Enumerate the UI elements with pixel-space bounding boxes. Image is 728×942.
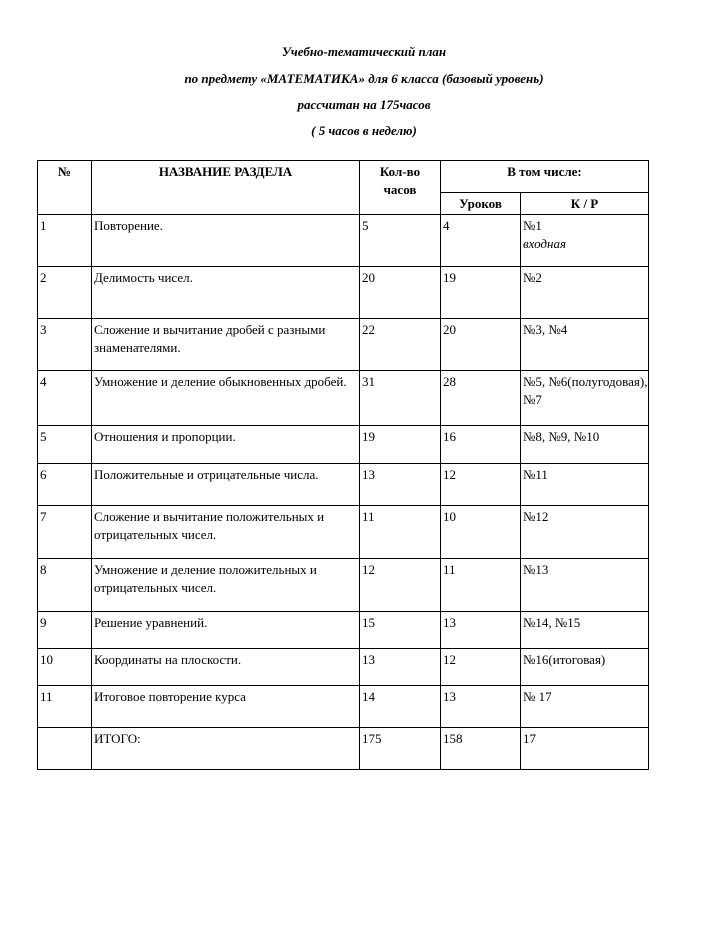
- row-hours: 5: [360, 215, 441, 267]
- row-lessons: 13: [441, 686, 521, 728]
- table-row: [38, 649, 649, 686]
- header-lessons: Уроков: [441, 193, 521, 215]
- header-num: №: [38, 161, 92, 215]
- row-hours: 22: [360, 319, 441, 371]
- plan-hours-weekly: ( 5 часов в неделю): [311, 123, 417, 138]
- thematic-plan-table: [37, 160, 649, 770]
- row-tests: №11: [521, 464, 649, 506]
- table-row: [38, 559, 649, 612]
- row-num: 11: [38, 686, 92, 728]
- header-hours: [360, 161, 441, 215]
- header-section: НАЗВАНИЕ РАЗДЕЛА: [92, 161, 360, 215]
- row-section: Умножение и деление положительных и отрицательных чисел.: [92, 559, 360, 612]
- header-hours-line1: Кол-во: [379, 164, 421, 179]
- row-num: 5: [38, 426, 92, 464]
- row-lessons: 4: [441, 215, 521, 267]
- row-num: 9: [38, 612, 92, 649]
- row-lessons: 13: [441, 612, 521, 649]
- row-hours: 31: [360, 371, 441, 426]
- table-row-total: [38, 728, 649, 770]
- table-row: [38, 267, 649, 319]
- row-lessons: 19: [441, 267, 521, 319]
- row-tests: №5, №6(полугодовая), №7: [521, 371, 649, 426]
- row-lessons: 12: [441, 649, 521, 686]
- table-row: [38, 464, 649, 506]
- row-num: [38, 728, 92, 770]
- row-num: 8: [38, 559, 92, 612]
- table-row: [38, 215, 649, 267]
- row-section: ИТОГО:: [92, 728, 360, 770]
- row-num: 10: [38, 649, 92, 686]
- row-tests: №14, №15: [521, 612, 649, 649]
- row-hours: 14: [360, 686, 441, 728]
- row-section: Координаты на плоскости.: [92, 649, 360, 686]
- row-num: 7: [38, 506, 92, 559]
- row-num: 4: [38, 371, 92, 426]
- row-hours: 175: [360, 728, 441, 770]
- row-lessons: 28: [441, 371, 521, 426]
- row-num: 3: [38, 319, 92, 371]
- row-hours: 11: [360, 506, 441, 559]
- table-row: [38, 506, 649, 559]
- table-row: [38, 371, 649, 426]
- row-hours: 19: [360, 426, 441, 464]
- row-tests-note: входная: [523, 236, 566, 251]
- row-lessons: 12: [441, 464, 521, 506]
- plan-hours-total: рассчитан на 175часов: [297, 97, 431, 112]
- header-including: В том числе:: [441, 161, 649, 193]
- row-tests: №13: [521, 559, 649, 612]
- row-tests-value: №1: [523, 218, 542, 233]
- row-tests: №2: [521, 267, 649, 319]
- row-num: 1: [38, 215, 92, 267]
- row-tests: №3, №4: [521, 319, 649, 371]
- header-tests: К / Р: [521, 193, 649, 215]
- row-num: 6: [38, 464, 92, 506]
- row-lessons: 11: [441, 559, 521, 612]
- row-hours: 13: [360, 464, 441, 506]
- row-tests: [521, 215, 649, 267]
- row-hours: 20: [360, 267, 441, 319]
- row-section: Положительные и отрицательные числа.: [92, 464, 360, 506]
- row-hours: 13: [360, 649, 441, 686]
- header-hours-line2: часов: [383, 182, 417, 197]
- row-num: 2: [38, 267, 92, 319]
- table-row: [38, 612, 649, 649]
- row-lessons: 10: [441, 506, 521, 559]
- table-row: [38, 686, 649, 728]
- row-section: Сложение и вычитание дробей с разными знаменателями.: [92, 319, 360, 371]
- row-hours: 15: [360, 612, 441, 649]
- row-lessons: 20: [441, 319, 521, 371]
- table-row: [38, 426, 649, 464]
- row-section: Отношения и пропорции.: [92, 426, 360, 464]
- row-lessons: 16: [441, 426, 521, 464]
- row-section: Делимость чисел.: [92, 267, 360, 319]
- row-hours: 12: [360, 559, 441, 612]
- plan-title: Учебно-тематический план: [281, 44, 447, 59]
- table-row: [38, 319, 649, 371]
- row-tests: № 17: [521, 686, 649, 728]
- row-section: Сложение и вычитание положительных и отрицательных чисел.: [92, 506, 360, 559]
- row-section: Повторение.: [92, 215, 360, 267]
- row-section: Решение уравнений.: [92, 612, 360, 649]
- row-tests: 17: [521, 728, 649, 770]
- row-tests: №16(итоговая): [521, 649, 649, 686]
- row-lessons: 158: [441, 728, 521, 770]
- row-tests: №12: [521, 506, 649, 559]
- plan-subject: по предмету «МАТЕМАТИКА» для 6 класса (базовый уровень): [184, 71, 544, 86]
- row-section: Умножение и деление обыкновенных дробей.: [92, 371, 360, 426]
- row-tests: №8, №9, №10: [521, 426, 649, 464]
- row-section: Итоговое повторение курса: [92, 686, 360, 728]
